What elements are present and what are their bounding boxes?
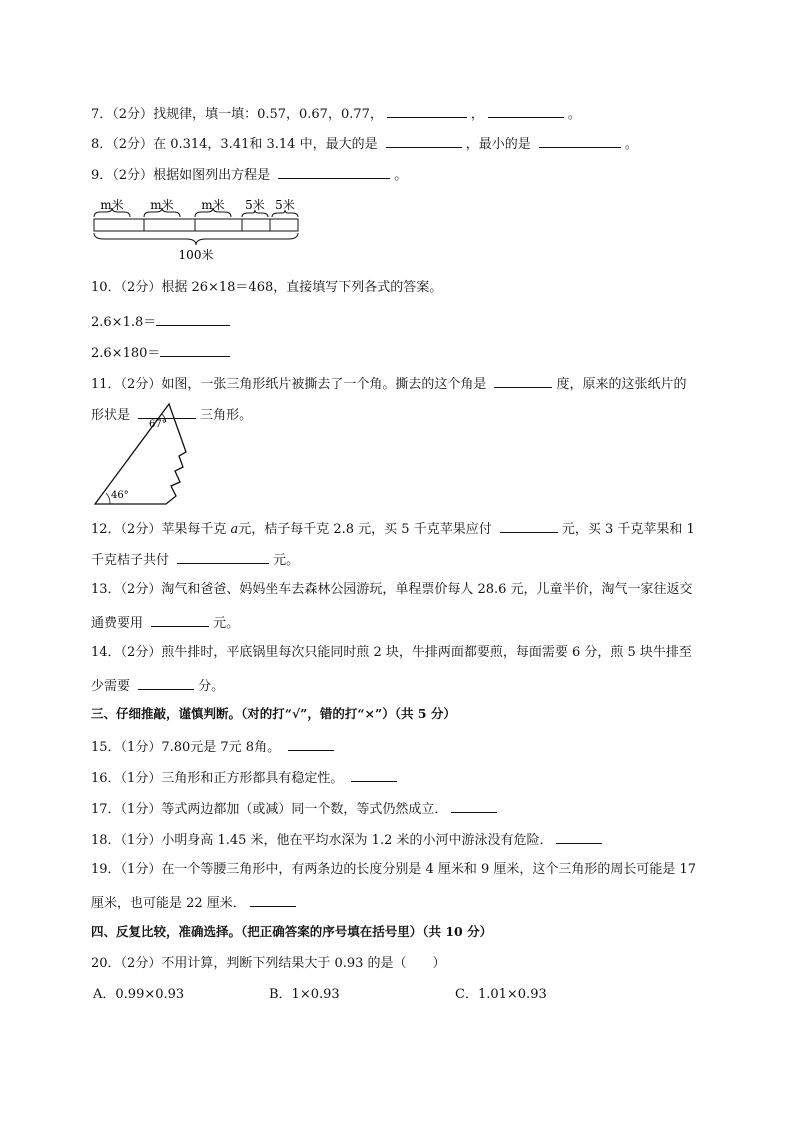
- question-12-cont: [91, 549, 299, 567]
- question-number: 20．: [91, 956, 121, 971]
- question-number: 7．: [91, 107, 113, 122]
- label-m: m米: [150, 198, 174, 212]
- question-score: （1分）: [120, 802, 162, 817]
- torn-triangle-figure: [92, 400, 192, 510]
- answer-blank[interactable]: [156, 311, 230, 326]
- question-score: （2分）: [120, 582, 162, 597]
- answer-blank[interactable]: [278, 164, 390, 179]
- answer-blank[interactable]: [160, 342, 230, 357]
- answer-blank[interactable]: [151, 612, 209, 627]
- answer-blank[interactable]: [494, 373, 552, 388]
- answer-blank[interactable]: [539, 133, 621, 148]
- question-number: 12．: [91, 522, 121, 537]
- question-number: 10．: [91, 280, 121, 295]
- label-5: 5米: [275, 198, 295, 212]
- question-19: [91, 861, 696, 879]
- question-number: 19．: [91, 862, 121, 877]
- question-text: 三角形。: [200, 408, 253, 423]
- question-15: [91, 736, 338, 754]
- question-10: [91, 279, 442, 297]
- question-14: [91, 644, 692, 662]
- answer-blank[interactable]: [556, 829, 602, 844]
- question-text: 。: [394, 168, 408, 183]
- sub-question-text: 2.6×180＝: [91, 346, 161, 361]
- answer-blank[interactable]: [177, 549, 269, 564]
- question-text: 厘米，也可能是 22 厘米．: [91, 896, 246, 911]
- question-number: 17．: [91, 802, 121, 817]
- question-text: 。: [567, 107, 581, 122]
- sub-question-text: 2.6×1.8＝: [91, 315, 157, 330]
- question-text: 少需要: [91, 679, 135, 694]
- question-text: 不用计算，判断下列结果大于 0.93 的是（ ）: [161, 956, 446, 971]
- question-9: [91, 164, 407, 182]
- angle-label: 67°: [149, 419, 167, 430]
- question-text: 等式两边都加（或减）同一个数，等式仍然成立．: [161, 802, 448, 817]
- question-20: [91, 955, 446, 973]
- question-text: 小明身高 1.45 米，他在平均水深为 1.2 米的小河中游泳没有危险．: [161, 833, 553, 848]
- angle-label: 46°: [111, 490, 129, 501]
- question-text: 元。: [213, 616, 240, 631]
- question-text: 千克桔子共付: [91, 553, 174, 568]
- question-16: [91, 767, 401, 785]
- options-row: [0, 986, 794, 1004]
- question-text: 。: [624, 137, 638, 152]
- question-text: 根据如图列出方程是: [153, 168, 275, 183]
- question-text: ，: [470, 107, 484, 122]
- question-text: 元。: [273, 553, 300, 568]
- segment-diagram: [92, 193, 304, 265]
- question-text: 形状是: [91, 408, 135, 423]
- question-text: 元，桔子每千克 2.8 元，买 5 千克苹果应付: [238, 522, 496, 537]
- answer-blank[interactable]: [500, 518, 558, 533]
- question-text: 找规律，填一填：0.57，0.67，0.77，: [153, 107, 383, 122]
- question-score: （1分）: [120, 771, 162, 786]
- question-text: 7.80元是 7元 8角。: [161, 740, 285, 755]
- question-14-cont: [91, 675, 224, 693]
- question-number: 14．: [91, 645, 121, 660]
- total-label: 100米: [178, 248, 214, 262]
- question-score: （2分）: [120, 956, 162, 971]
- answer-blank[interactable]: [386, 133, 462, 148]
- question-8: [91, 133, 638, 151]
- question-17: [91, 798, 501, 816]
- answer-blank[interactable]: [488, 103, 564, 118]
- question-text: 度，原来的这张纸片的: [556, 377, 687, 392]
- question-text: 三角形和正方形都具有稳定性。: [161, 771, 348, 786]
- label-m: m米: [201, 198, 225, 212]
- question-number: 18．: [91, 833, 121, 848]
- section-heading: 四、反复比较，准确选择。（把正确答案的序号填在括号里）（共 10 分）: [91, 924, 493, 939]
- answer-blank[interactable]: [387, 103, 467, 118]
- question-text: 煎牛排时，平底锅里每次只能同时煎 2 块，牛排两面都要煎，每面需要 6 分，煎 5 块牛排至: [161, 645, 692, 660]
- question-text: 根据 26×18＝468，直接填写下列各式的答案。: [161, 280, 443, 295]
- label-5: 5米: [245, 198, 265, 212]
- question-score: （2分）: [112, 168, 154, 183]
- label-m: m米: [100, 198, 124, 212]
- question-12: [91, 518, 695, 536]
- question-text: 在 0.314，3.41和 3.14 中，最大的是: [153, 137, 382, 152]
- question-score: （2分）: [120, 280, 162, 295]
- question-number: 9．: [91, 168, 113, 183]
- answer-blank[interactable]: [351, 767, 397, 782]
- question-score: （1分）: [120, 740, 162, 755]
- question-text: 淘气和爸爸、妈妈坐车去森林公园游玩，单程票价每人 28.6 元，儿童半价，淘气一家往返交: [161, 582, 693, 597]
- question-text: 元，买 3 千克苹果和 1: [561, 522, 695, 537]
- answer-blank[interactable]: [451, 798, 497, 813]
- question-11: [91, 373, 686, 391]
- question-number: 13．: [91, 582, 121, 597]
- question-text: 如图，一张三角形纸片被撕去了一个角。撕去的这个角是: [161, 377, 491, 392]
- section-heading: 三、仔细推敲，谨慎判断。（对的打“√”，错的打“×”）（共 5 分）: [91, 706, 456, 721]
- question-text: 在一个等腰三角形中，有两条边的长度分别是 4 厘米和 9 厘米，这个三角形的周长可能是 17: [161, 862, 697, 877]
- option-c[interactable]: C．1.01×0.93: [455, 987, 547, 1002]
- question-score: （1分）: [120, 833, 162, 848]
- option-a[interactable]: A．0.99×0.93: [93, 987, 185, 1002]
- sub-question: [91, 342, 234, 360]
- question-score: （1分）: [120, 862, 162, 877]
- option-b[interactable]: B．1×0.93: [269, 987, 340, 1002]
- question-number: 15．: [91, 740, 121, 755]
- question-number: 11．: [91, 377, 121, 392]
- question-text: ，最小的是: [465, 137, 535, 152]
- answer-blank[interactable]: [250, 892, 296, 907]
- question-score: （2分）: [120, 645, 162, 660]
- sub-question: [91, 311, 234, 329]
- question-number: 8．: [91, 137, 113, 152]
- question-13: [91, 581, 693, 599]
- question-13-cont: [91, 612, 239, 630]
- answer-blank[interactable]: [138, 675, 194, 690]
- question-19-cont: [91, 892, 300, 910]
- question-score: （2分）: [112, 137, 154, 152]
- question-text: 苹果每千克: [161, 522, 231, 537]
- question-number: 16．: [91, 771, 121, 786]
- question-text: 通费要用: [91, 616, 148, 631]
- answer-blank[interactable]: [288, 736, 334, 751]
- question-score: （2分）: [120, 377, 162, 392]
- question-7: [91, 103, 581, 121]
- question-text: 分。: [198, 679, 225, 694]
- question-score: （2分）: [120, 522, 162, 537]
- question-score: （2分）: [112, 107, 154, 122]
- variable-a: a: [230, 522, 239, 537]
- question-18: [91, 829, 606, 847]
